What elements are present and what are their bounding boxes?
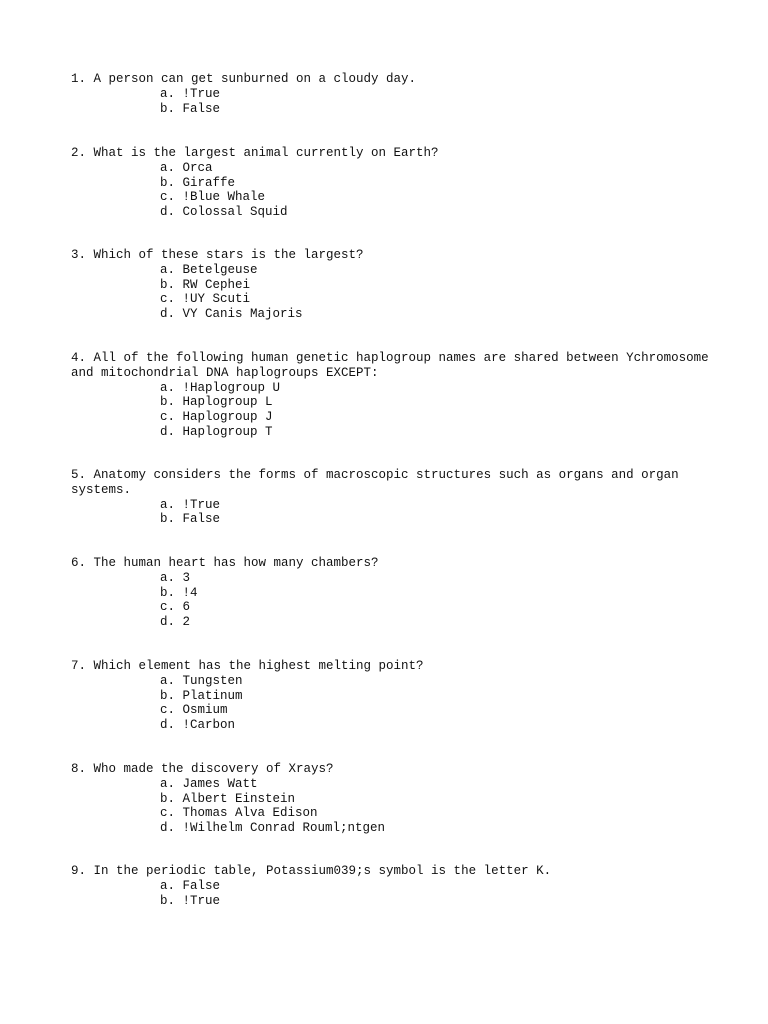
answer-option: c. !UY Scuti (160, 292, 251, 307)
question-text: 3. Which of these stars is the largest? (71, 248, 364, 262)
answer-option: a. 3 (160, 570, 191, 585)
question-text: 2. What is the largest animal currently on Earth? (71, 146, 439, 160)
answer-option: a. !Haplogroup U (160, 380, 281, 395)
answer-option: b. !True (160, 893, 221, 908)
answer-option: a. Tungsten (160, 673, 243, 688)
question-text: 7. Which element has the highest melting point? (71, 659, 424, 673)
answer-option: b. Platinum (160, 688, 243, 703)
question-5 (71, 468, 711, 527)
question-8 (71, 762, 711, 836)
question-text: 4. All of the following human genetic haplogroup names are shared between Ychromosome and mitochondrial DNA haplogroups EXCEPT: (71, 351, 717, 380)
answer-option: c. 6 (160, 600, 191, 615)
answer-option: d. !Wilhelm Conrad Rouml;ntgen (160, 821, 386, 836)
answer-option: b. False (160, 512, 221, 527)
answer-option: a. James Watt (160, 776, 258, 791)
answer-option: b. Haplogroup L (160, 395, 273, 410)
answer-option: c. !Blue Whale (160, 190, 266, 205)
answer-option: d. Haplogroup T (160, 424, 273, 439)
question-text: 1. A person can get sunburned on a cloudy day. (71, 72, 417, 86)
answer-option: a. Betelgeuse (160, 262, 258, 277)
question-text: 5. Anatomy considers the forms of macroscopic structures such as organs and organ systems. (71, 468, 687, 497)
question-text: 9. In the periodic table, Potassium039;s symbol is the letter K. (71, 864, 552, 878)
question-2 (71, 146, 711, 220)
question-6 (71, 556, 711, 630)
answer-option: b. RW Cephei (160, 277, 251, 292)
answer-option: a. Orca (160, 160, 213, 175)
answer-option: d. !Carbon (160, 718, 236, 733)
answer-option: b. Giraffe (160, 175, 236, 190)
question-9 (71, 864, 711, 908)
answer-option: d. Colossal Squid (160, 205, 288, 220)
question-text: 6. The human heart has how many chambers? (71, 556, 379, 570)
answer-option: d. VY Canis Majoris (160, 307, 303, 322)
answer-option: b. False (160, 101, 221, 116)
question-3 (71, 248, 711, 322)
question-1 (71, 72, 711, 116)
question-text: 8. Who made the discovery of Xrays? (71, 762, 334, 776)
answer-option: a. !True (160, 497, 221, 512)
question-4 (71, 351, 717, 440)
answer-option: c. Osmium (160, 703, 228, 718)
answer-option: b. !4 (160, 585, 198, 600)
answer-option: a. False (160, 878, 221, 893)
question-7 (71, 659, 711, 733)
answer-option: c. Thomas Alva Edison (160, 806, 318, 821)
answer-option: c. Haplogroup J (160, 410, 273, 425)
answer-option: b. Albert Einstein (160, 791, 296, 806)
answer-option: d. 2 (160, 615, 191, 630)
answer-option: a. !True (160, 86, 221, 101)
